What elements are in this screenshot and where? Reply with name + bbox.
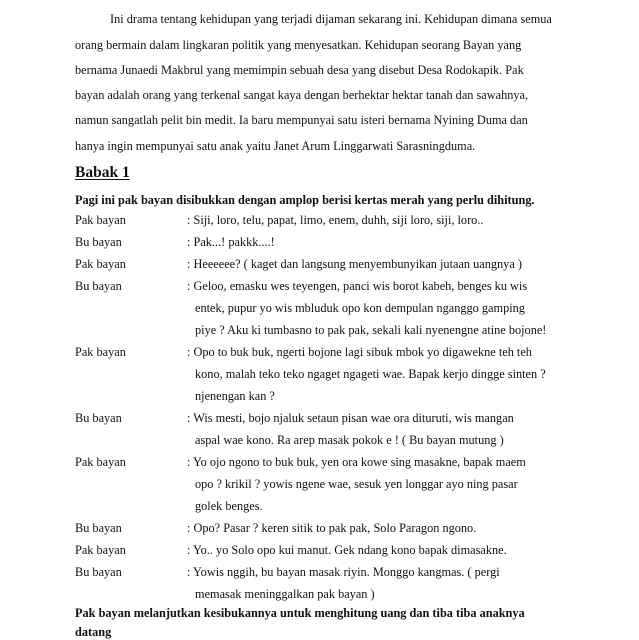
dialogue-speaker: Pak bayan xyxy=(75,257,126,271)
dialogue-line: : Pak...! pakkk....! xyxy=(187,235,275,249)
dialogue-line: : Siji, loro, telu, papat, limo, enem, duhh, siji loro, siji, loro.. xyxy=(187,213,484,227)
dialogue-line: : Yo.. yo Solo opo kui manut. Gek ndang kono bapak dimasakne. xyxy=(187,543,507,557)
intro-line: hanya ingin mempunyai satu anak yaitu Janet Arum Linggarwati Sarasningduma. xyxy=(75,139,476,153)
dialogue-line: : Wis mesti, bojo njaluk setaun pisan wae ora dituruti, wis mangan xyxy=(187,411,514,425)
intro-line: Ini drama tentang kehidupan yang terjadi dijaman sekarang ini. Kehidupan dimana semua xyxy=(110,12,552,26)
dialogue-line: njenengan kan ? xyxy=(195,389,275,403)
stage-direction: Pak bayan melanjutkan kesibukannya untuk menghitung uang dan tiba tiba anaknya xyxy=(75,606,525,620)
dialogue-speaker: Bu bayan xyxy=(75,565,122,579)
stage-direction: datang xyxy=(75,625,112,639)
dialogue-line: entek, pupur yo wis mbluduk opo kon dempulan nganggo gamping xyxy=(195,301,525,315)
stage-direction: Pagi ini pak bayan disibukkan dengan amplop berisi kertas merah yang perlu dihitung. xyxy=(75,193,535,207)
act-heading: Babak 1 xyxy=(75,164,130,181)
dialogue-line: opo ? krikil ? yowis ngene wae, sesuk yen longgar ayo ning pasar xyxy=(195,477,518,491)
dialogue-line: golek benges. xyxy=(195,499,263,513)
dialogue-speaker: Pak bayan xyxy=(75,543,126,557)
intro-line: orang bermain dalam lingkaran politik yang menyesatkan. Kehidupan seorang Bayan yang xyxy=(75,38,522,52)
dialogue-line: memasak meninggalkan pak bayan ) xyxy=(195,587,375,601)
dialogue-line: kono, malah teko teko ngaget ngageti wae. Bapak kerjo dingge sinten ? xyxy=(195,367,546,381)
dialogue-speaker: Bu bayan xyxy=(75,521,122,535)
dialogue-speaker: Bu bayan xyxy=(75,279,122,293)
intro-line: namun sangatlah pelit bin medit. Ia baru mempunyai satu isteri bernama Nyining Duma dan xyxy=(75,113,528,127)
dialogue-line: : Opo? Pasar ? keren sitik to pak pak, Solo Paragon ngono. xyxy=(187,521,477,535)
dialogue-line: : Geloo, emasku wes teyengen, panci wis borot kabeh, benges ku wis xyxy=(187,279,528,293)
intro-line: bernama Junaedi Makbrul yang memimpin sebuah desa yang disebut Desa Rodokapik. Pak xyxy=(75,63,524,77)
dialogue-line: : Heeeeee? ( kaget dan langsung menyembunyikan jutaan uangnya ) xyxy=(187,257,522,271)
dialogue-speaker: Pak bayan xyxy=(75,213,126,227)
dialogue-speaker: Bu bayan xyxy=(75,411,122,425)
dialogue-line: : Yowis nggih, bu bayan masak riyin. Monggo kangmas. ( pergi xyxy=(187,565,500,579)
dialogue-speaker: Pak bayan xyxy=(75,345,126,359)
intro-line: bayan adalah orang yang terkenal sangat kaya dengan berhektar hektar tanah dan sawahnya, xyxy=(75,88,529,102)
dialogue-speaker: Pak bayan xyxy=(75,455,126,469)
dialogue-line: aspal wae kono. Ra arep masak pokok e ! ( Bu bayan mutung ) xyxy=(195,433,504,447)
dialogue-line: : Yo ojo ngono to buk buk, yen ora kowe sing masakne, bapak maem xyxy=(187,455,526,469)
dialogue-line: : Opo to buk buk, ngerti bojone lagi sibuk mbok yo digawekne teh teh xyxy=(187,345,532,359)
dialogue-line: piye ? Aku ki tumbasno to pak pak, sekali kali nyenengne atine bojone! xyxy=(195,323,547,337)
dialogue-speaker: Bu bayan xyxy=(75,235,122,249)
